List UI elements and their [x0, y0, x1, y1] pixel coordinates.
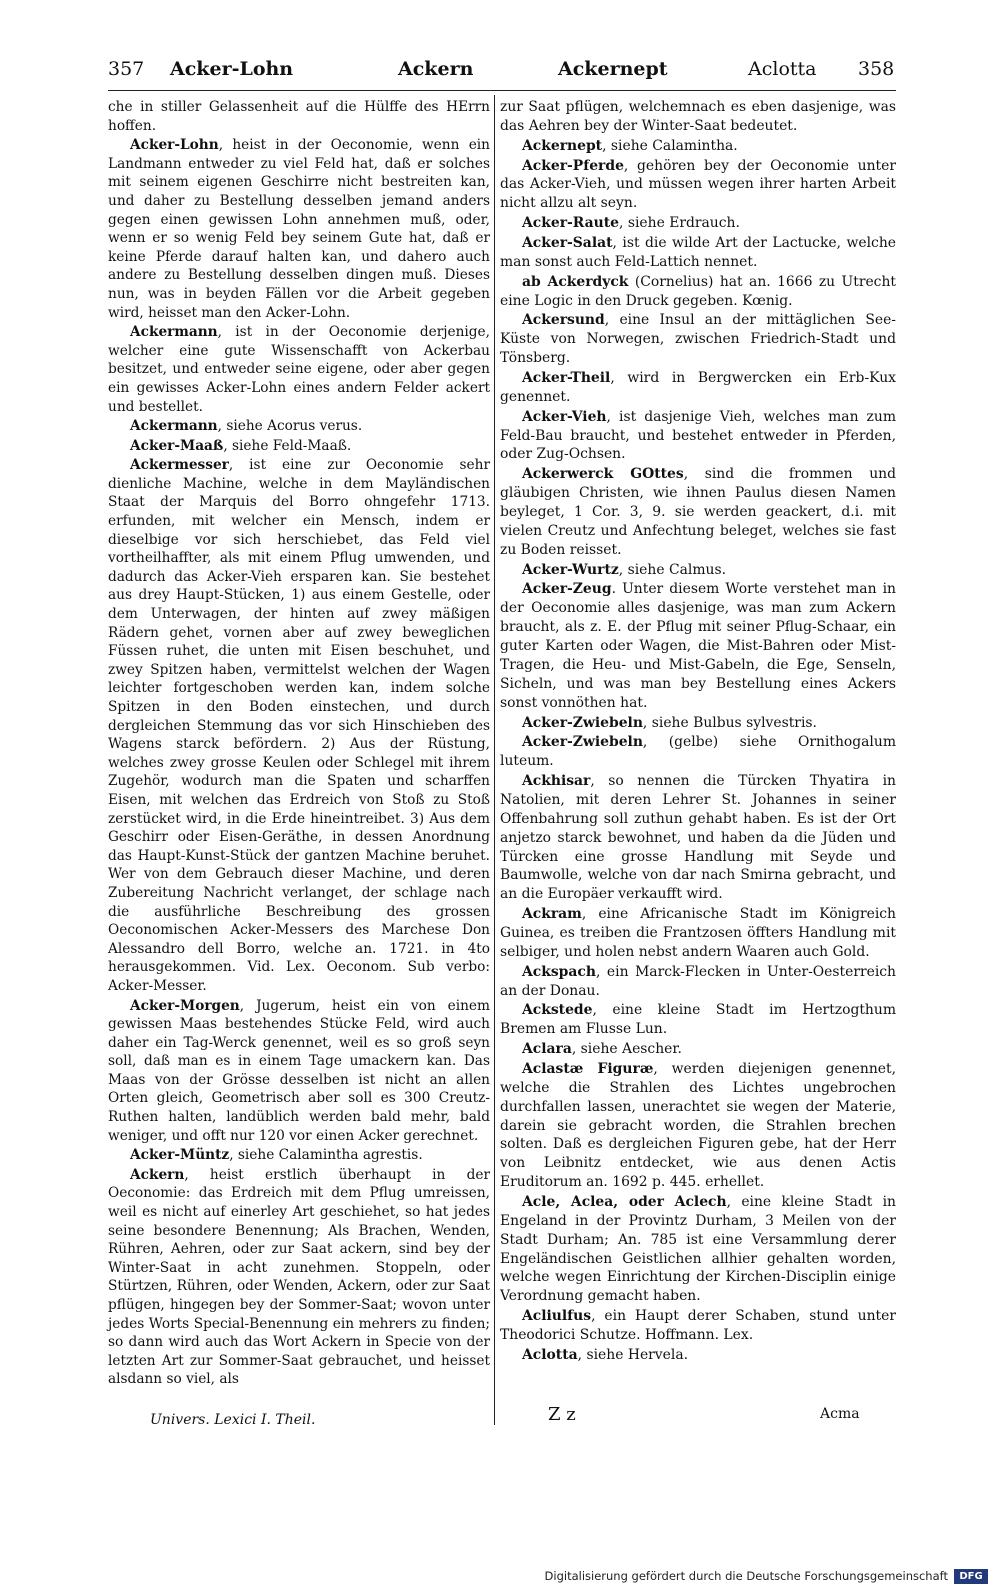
dictionary-entry: [500, 137, 896, 156]
entry-headword: Ackspach: [522, 963, 596, 980]
entry-headword: Ackermann: [130, 324, 218, 341]
running-headword-1: Acker-Lohn: [170, 58, 294, 80]
entry-headword: Acker-Pferde: [522, 157, 624, 174]
dictionary-entry: [108, 98, 490, 135]
entry-headword: Ackstede: [522, 1002, 593, 1019]
right-column: [500, 98, 896, 1366]
entry-text: , siehe Calmus.: [618, 561, 726, 578]
dictionary-entry: [500, 580, 896, 712]
entry-text: , eine Insul an der mittäglichen See-Küste von Norwegen, zwischen Friedrich-Stadt und Tönsberg.: [500, 312, 896, 367]
left-column: [108, 98, 490, 1390]
dictionary-entry: [500, 1040, 896, 1059]
entry-text: , siehe Calamintha.: [602, 137, 738, 154]
entry-headword: Ackermann: [130, 418, 218, 435]
page-header: [108, 58, 896, 90]
entry-headword: Acker-Salat: [522, 235, 613, 252]
running-headword-4: Aclotta: [748, 58, 817, 80]
entry-headword: Aclara: [522, 1041, 572, 1058]
entry-headword: Acliulfus: [522, 1308, 592, 1325]
signature-left: Univers. Lexici I. Theil.: [150, 1412, 316, 1428]
entry-headword: Acker-Morgen: [130, 997, 240, 1014]
entry-headword: Acker-Raute: [522, 215, 619, 232]
entry-headword: Acker-Zwiebeln: [522, 714, 643, 731]
dictionary-entry: [108, 1166, 490, 1389]
running-headword-2: Ackern: [398, 58, 474, 80]
dictionary-entry: [500, 214, 896, 233]
entry-text: , eine kleine Stadt im Hertzogthum Bremen am Flusse Lun.: [500, 1002, 896, 1038]
column-divider: [494, 95, 495, 1425]
entry-text: , siehe Erdrauch.: [619, 215, 740, 232]
entry-text: , (gelbe) siehe Ornithogalum luteum.: [500, 734, 896, 770]
digitization-footer: [0, 1563, 1000, 1589]
dictionary-entry: [500, 963, 896, 1001]
dictionary-entry: [500, 1307, 896, 1345]
dictionary-entry: [500, 273, 896, 311]
dictionary-entry: [108, 456, 490, 995]
entry-headword: Acker-Müntz: [130, 1147, 230, 1164]
entry-headword: Acle, Aclea, oder Aclech: [522, 1193, 727, 1210]
entry-text: , siehe Aescher.: [571, 1041, 682, 1058]
entry-text: , eine Africanische Stadt im Königreich Guinea, es treiben die Frantzosen öffters Handlung mit selbiger, und holen nebst andern Waaren auch Gold.: [500, 906, 896, 960]
entry-text: (Cornelius) hat an. 1666 zu Utrecht eine Logic in den Druck gegeben. Kœnig.: [500, 273, 896, 309]
entry-headword: Aclotta: [522, 1346, 578, 1363]
dictionary-entry: [500, 234, 896, 272]
entry-headword: Acker-Wurtz: [522, 561, 619, 578]
entry-text: , ein Haupt derer Schaben, stund unter Theodorici Schutze. Hoffmann. Lex.: [500, 1308, 896, 1343]
dictionary-entry: [108, 997, 490, 1146]
dictionary-entry: [500, 772, 896, 904]
entry-headword: Ackram: [522, 906, 582, 923]
entry-text: , ist eine zur Oeconomie sehr dienliche Machine, welche in dem Mayländischen Staat der Marquis del Borro ohngefehr 1713. erfunden, mit welcher ein Mensch, indem er dieselbige vor sich herschiebet, das Feld viel vortheilhaffter, als mit einem Pflug umwenden, und dadurch das Acker-Vieh ersparen kan. Sie bestehet aus drey Haupt-Stücken, 1) aus einem Gestelle, oder dem Unterwagen, der hinten auf zwey mäßigen Rädern gehet, vornen aber auf zwey beweglichen Füssen ruhet, die unten mit Eisen beschuhet, und zwey Spitzen haben, vermittelst welchen der Wagen leichter fortgeschoben werden kan, indem solche Spitzen in den Boden einstechen, und durch dergleichen Stemmung das vor sich Hinschieben des Wagens starck befördern. 2) Aus der Rüstung, welches zwey grosse Keulen oder Schlegel mit ihrem Zugehör, wodurch man die Spaten und scharffen Eisen, mit welchen das Erdreich von Stoß zu Stoß zerstücket wird, in die Erde hineintreibet. 3) Aus dem Geschirr oder Eisen-Geräthe, in dessen Anordnung das Haupt-Kunst-Stück der gantzen Machine beruhet. Wer von dem Gebrauch dieser Machine, und deren Zubereitung Nachricht verlanget, der schlage nach die ausführliche Beschreibung des grossen Oeconomischen Acker-Messers des Marchese Don Alessandro dell Borro, welche an. 1721. in 4to herausgekommen. Vid. Lex. Oeconom. Sub verbo: Acker-Messer.: [108, 457, 490, 994]
entry-text: , heist in der Oeconomie, wenn ein Landmann entweder zu viel Feld hat, daß er solches mit seinem eigenen Geschirre nicht bestreiten kan, und daher zu Bestellung desselben jemand anders gegen einen gewissen Lohn annehmen muß, oder, wenn er so wenig Feld bey seinem Gute hat, daß er keine Pferde darauf halten kan, und dahero auch andere zu Bestellung desselben dingen muß. Dieses nun, was in beyden Fällen vor die Arbeit gegeben wird, heisset man den Acker-Lohn.: [108, 137, 490, 321]
entry-text: , siehe Acorus verus.: [217, 418, 363, 435]
entry-text: , siehe Calamintha agrestis.: [229, 1147, 423, 1164]
entry-headword: ab Ackerdyck: [522, 273, 629, 290]
dictionary-entry: [108, 437, 490, 456]
entry-headword: Ackerwerck GOttes: [522, 466, 684, 483]
dictionary-entry: [500, 1346, 896, 1365]
entry-headword: Acker-Maaß: [130, 437, 224, 454]
entry-text: , werden diejenigen genennet, welche die Strahlen des Lichtes ungebrochen durchfallen lassen, unerachtet sie wegen der Materie, darein sie gebracht worden, die Strahlen brechen solten. Daß es dergleichen Figuren gebe, hat der Herr von Leibnitz entdecket, wie aus denen Actis Eruditorum an. 1692 p. 445. erhellet.: [500, 1060, 896, 1191]
entry-text: , ist dasjenige Vieh, welches man zum Feld-Bau braucht, und bestehet entweder in Pferden, oder Zug-Ochsen.: [500, 408, 896, 463]
entry-text: , ist in der Oeconomie derjenige, welcher eine gute Wissenschafft von Ackerbau besitzet, und entweder seine eigene, oder aber gegen ein gewisses Acker-Lohn eines andern Felder ackert und bestellet.: [108, 324, 490, 415]
header-rule: [108, 90, 896, 91]
dictionary-entry: [108, 1146, 490, 1165]
page-number-left: 357: [108, 58, 145, 80]
entry-text: , wird in Bergwercken ein Erb-Kux genennet.: [500, 370, 896, 405]
dictionary-entry: [108, 417, 490, 436]
entry-text: . Unter diesem Worte verstehet man in der Oeconomie alles dasjenige, was man zum Ackern braucht, als z. E. der Pflug mit seiner Pflug-Schaar, ein guter Karten oder Wagen, die Mist-Bahren oder Mist-Tragen, die Heu- und Mist-Gabeln, die Ege, Senseln, Sicheln, und was man bey Bestellung eines Ackers sonst vonnöthen hat.: [500, 581, 896, 711]
dictionary-entry: [500, 1060, 896, 1192]
entry-text: , Jugerum, heist ein von einem gewissen Maas bestehendes Stücke Feld, wird auch daher ein Tag-Werck genennet, weil es so groß seyn soll, daß man es in einem Tage umackern kan. Das Maas von der Grösse desselben ist nicht an allen Orten gleich, Geometrisch aber soll es 300 Creutz-Ruthen halten, landüblich werden bald mehr, bald weniger, und offt nur 120 vor einen Acker gerechnet.: [108, 997, 490, 1144]
dictionary-entry: [500, 408, 896, 465]
entry-headword: Aclastæ Figuræ: [522, 1060, 654, 1077]
entry-text: , siehe Hervela.: [577, 1346, 689, 1363]
entry-headword: Acker-Zeug: [522, 581, 612, 598]
running-headword-3: Ackernept: [558, 58, 668, 80]
dictionary-entry: [500, 905, 896, 962]
entry-text: , so nennen die Türcken Thyatira in Natolien, mit deren Lehrer St. Johannes in seiner Offenbahrung soll zuthun gehabt haben. Es ist der Ort anjetzo starck bewohnet, und haben da die Jüden und Türcken eine grosse Handlung mit Seyde und Baumwolle, welche von dar nach Smirna gebracht, und an die Europäer verkaufft wird.: [500, 773, 896, 903]
dictionary-entry: [500, 98, 896, 136]
page-number-right: 358: [858, 58, 895, 80]
entry-headword: Ackern: [130, 1166, 185, 1183]
dictionary-entry: [500, 714, 896, 733]
dictionary-entry: [500, 561, 896, 580]
entry-text: zur Saat pflügen, welchemnach es eben dasjenige, was das Aehren bey der Winter-Saat bedeutet.: [500, 99, 896, 134]
entry-headword: Acker-Vieh: [522, 408, 607, 425]
entry-headword: Ackermesser: [130, 457, 229, 474]
dfg-logo-icon: DFG: [954, 1569, 988, 1584]
entry-headword: Ackersund: [522, 312, 605, 329]
entry-text: , gehören bey der Oeconomie unter das Acker-Vieh, und müssen wegen ihrer harten Arbeit nicht allzu alt seyn.: [500, 157, 896, 212]
entry-text: , sind die frommen und gläubigen Christen, wie ihnen Paulus diesen Namen beyleget, 1 Cor. 3, 9. sie werden geackert, d.i. mit vielen Creutz und Anfechtung beleget, welches sie fast zu Boden reisset.: [500, 466, 896, 558]
dictionary-entry: [108, 136, 490, 322]
entry-headword: Acker-Theil: [522, 370, 611, 387]
dictionary-entry: [500, 733, 896, 771]
entry-text: , heist erstlich überhaupt in der Oeconomie: das Erdreich mit dem Pflug umreissen, weil es nicht auf einerley Art geschiehet, so hat jedes seine besondere Benennung; Als Brachen, Wenden, Rühren, Aehren, oder zur Saat ackern, sind bey der Winter-Saat in acht zunehmen. Stoppeln, oder Stürtzen, Rühren, oder Wenden, Ackern, oder zur Saat pflügen, hingegen bey der Sommer-Saat; wovon unter jedes Worts Special-Benennung ein mehrers zu finden; so dann wird auch das Wort Ackern in Specie von der letzten Art zur Sommer-Saat gebrauchet, und heisset alsdann so viel, als: [108, 1166, 490, 1388]
dictionary-entry: [500, 157, 896, 214]
catchword: Acma: [820, 1406, 860, 1422]
entry-headword: Acker-Zwiebeln: [522, 734, 643, 751]
signature-mark: Z z: [548, 1404, 576, 1425]
dictionary-entry: [500, 465, 896, 559]
dictionary-entry: [108, 323, 490, 416]
entry-text: che in stiller Gelassenheit auf die Hülffe des HErrn hoffen.: [108, 99, 490, 134]
digitization-note: Digitalisierung gefördert durch die Deutsche Forschungsgemeinschaft: [544, 1569, 948, 1583]
entry-headword: Ackernept: [522, 137, 603, 154]
entry-headword: Acker-Lohn: [130, 137, 219, 154]
entry-text: , ein Marck-Flecken in Unter-Oesterreich an der Donau.: [500, 963, 896, 999]
entry-text: , siehe Bulbus sylvestris.: [642, 714, 817, 731]
dictionary-entry: [500, 369, 896, 407]
entry-text: , eine kleine Stadt in Engeland in der Provintz Durham, 3 Meilen von der Stadt Durham; An. 785 ist eine Versammlung derer Engeländischen Geistlichen allhier gehalten worden, welche wegen Einrichtung der Kirchen-Disciplin einige Verordnung gemacht haben.: [500, 1193, 896, 1305]
entry-text: , siehe Feld-Maaß.: [223, 437, 352, 454]
dictionary-entry: [500, 1193, 896, 1306]
dictionary-entry: [500, 1001, 896, 1039]
dictionary-entry: [500, 311, 896, 368]
entry-text: , ist die wilde Art der Lactucke, welche man sonst auch Feld-Lattich nennet.: [500, 235, 896, 270]
entry-headword: Ackhisar: [522, 773, 591, 790]
